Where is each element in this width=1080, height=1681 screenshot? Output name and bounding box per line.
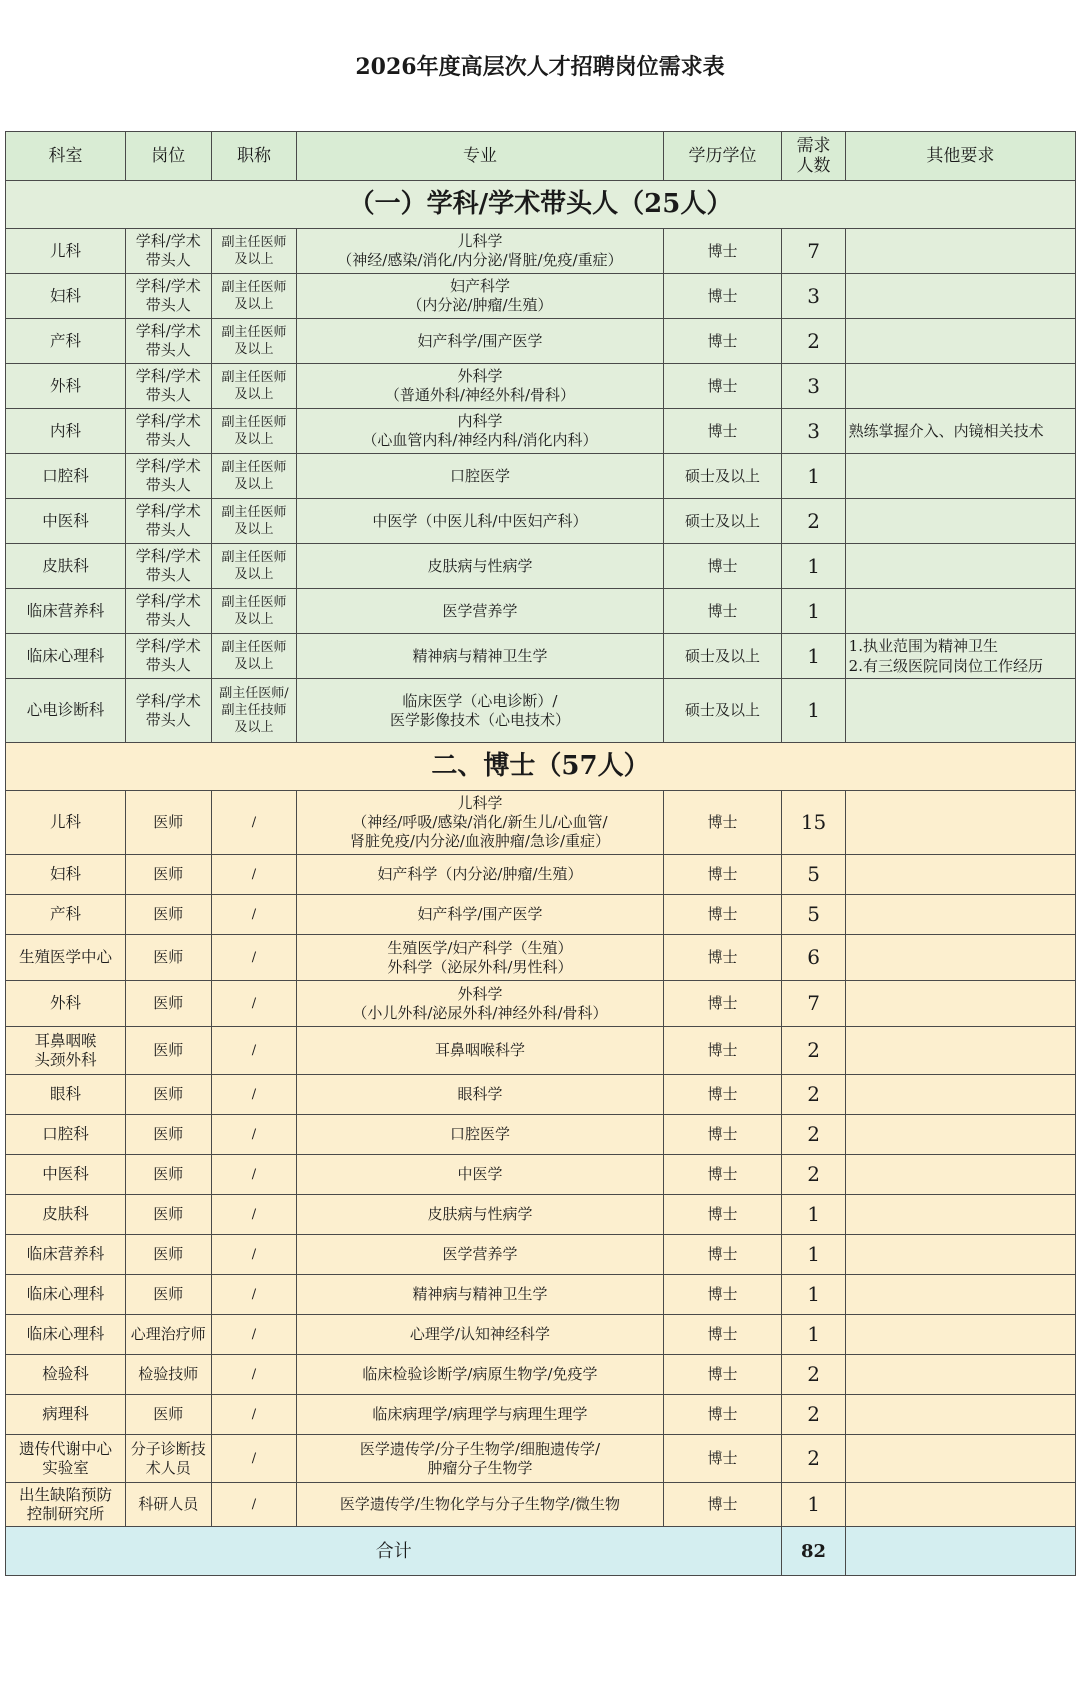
degree-cell: 博士 <box>663 229 782 274</box>
post-cell: 学科/学术 带头人 <box>125 634 211 679</box>
post-cell: 医师 <box>125 1027 211 1075</box>
header-dept: 科室 <box>6 132 126 181</box>
degree-cell: 博士 <box>663 319 782 364</box>
table-row <box>6 1195 1076 1235</box>
post-cell: 医师 <box>125 855 211 895</box>
count-cell: 15 <box>782 791 845 855</box>
section-title: （一）学科/学术带头人（25人） <box>6 181 1076 229</box>
post-cell: 医师 <box>125 791 211 855</box>
count-cell: 3 <box>782 364 845 409</box>
table-row <box>6 1275 1076 1315</box>
degree-cell: 博士 <box>663 1275 782 1315</box>
total-blank <box>845 1527 1075 1576</box>
rank-cell: / <box>211 1235 297 1275</box>
dept-cell: 临床营养科 <box>6 589 126 634</box>
table-row <box>6 679 1076 743</box>
degree-cell: 博士 <box>663 1395 782 1435</box>
table-row <box>6 544 1076 589</box>
recruitment-table <box>5 131 1076 1576</box>
post-cell: 医师 <box>125 1155 211 1195</box>
total-row <box>6 1527 1076 1576</box>
count-cell: 1 <box>782 679 845 743</box>
major-cell: 临床检验诊断学/病原生物学/免疫学 <box>297 1355 663 1395</box>
dept-cell: 外科 <box>6 364 126 409</box>
count-cell: 2 <box>782 1115 845 1155</box>
other-cell <box>845 1195 1075 1235</box>
post-cell: 医师 <box>125 1235 211 1275</box>
table-row <box>6 1483 1076 1527</box>
post-cell: 学科/学术 带头人 <box>125 544 211 589</box>
table-row <box>6 274 1076 319</box>
degree-cell: 博士 <box>663 855 782 895</box>
other-cell <box>845 679 1075 743</box>
major-cell: 外科学 （普通外科/神经外科/骨科） <box>297 364 663 409</box>
dept-cell: 检验科 <box>6 1355 126 1395</box>
total-label: 合计 <box>6 1527 782 1576</box>
dept-cell: 中医科 <box>6 1155 126 1195</box>
rank-cell: / <box>211 895 297 935</box>
post-cell: 医师 <box>125 1115 211 1155</box>
table-row <box>6 895 1076 935</box>
dept-cell: 产科 <box>6 319 126 364</box>
degree-cell: 博士 <box>663 1115 782 1155</box>
post-cell: 学科/学术 带头人 <box>125 454 211 499</box>
dept-cell: 生殖医学中心 <box>6 935 126 981</box>
other-cell <box>845 1115 1075 1155</box>
rank-cell: / <box>211 1027 297 1075</box>
degree-cell: 博士 <box>663 935 782 981</box>
post-cell: 检验技师 <box>125 1355 211 1395</box>
rank-cell: 副主任医师 及以上 <box>211 634 297 679</box>
rank-cell: 副主任医师 及以上 <box>211 499 297 544</box>
count-cell: 1 <box>782 1195 845 1235</box>
count-cell: 1 <box>782 634 845 679</box>
table-row <box>6 454 1076 499</box>
degree-cell: 博士 <box>663 1235 782 1275</box>
major-cell: 医学营养学 <box>297 1235 663 1275</box>
dept-cell: 临床营养科 <box>6 1235 126 1275</box>
major-cell: 医学遗传学/生物化学与分子生物学/微生物 <box>297 1483 663 1527</box>
section-1-title-row <box>6 181 1076 229</box>
header-degree: 学历学位 <box>663 132 782 181</box>
table-row <box>6 364 1076 409</box>
other-cell <box>845 1435 1075 1483</box>
rank-cell: 副主任医师 及以上 <box>211 229 297 274</box>
rank-cell: 副主任医师 及以上 <box>211 589 297 634</box>
post-cell: 学科/学术 带头人 <box>125 499 211 544</box>
other-cell <box>845 319 1075 364</box>
table-row <box>6 319 1076 364</box>
major-cell: 口腔医学 <box>297 454 663 499</box>
major-cell: 精神病与精神卫生学 <box>297 634 663 679</box>
other-cell <box>845 229 1075 274</box>
dept-cell: 出生缺陷预防 控制研究所 <box>6 1483 126 1527</box>
table-row <box>6 1235 1076 1275</box>
degree-cell: 博士 <box>663 1195 782 1235</box>
dept-cell: 临床心理科 <box>6 1275 126 1315</box>
degree-cell: 硕士及以上 <box>663 499 782 544</box>
post-cell: 医师 <box>125 935 211 981</box>
degree-cell: 博士 <box>663 1435 782 1483</box>
count-cell: 3 <box>782 274 845 319</box>
rank-cell: 副主任医师 及以上 <box>211 319 297 364</box>
other-cell <box>845 935 1075 981</box>
dept-cell: 儿科 <box>6 229 126 274</box>
count-cell: 2 <box>782 1027 845 1075</box>
dept-cell: 皮肤科 <box>6 1195 126 1235</box>
major-cell: 临床病理学/病理学与病理生理学 <box>297 1395 663 1435</box>
rank-cell: / <box>211 1115 297 1155</box>
other-cell <box>845 1483 1075 1527</box>
rank-cell: / <box>211 1075 297 1115</box>
other-cell <box>845 364 1075 409</box>
header-post: 岗位 <box>125 132 211 181</box>
section-2-title-row <box>6 743 1076 791</box>
degree-cell: 博士 <box>663 1355 782 1395</box>
rank-cell: 副主任医师 及以上 <box>211 454 297 499</box>
post-cell: 学科/学术 带头人 <box>125 409 211 454</box>
rank-cell: / <box>211 855 297 895</box>
table-row <box>6 589 1076 634</box>
rank-cell: / <box>211 1275 297 1315</box>
post-cell: 学科/学术 带头人 <box>125 319 211 364</box>
rank-cell: 副主任医师 及以上 <box>211 409 297 454</box>
post-cell: 分子诊断技 术人员 <box>125 1435 211 1483</box>
rank-cell: / <box>211 1355 297 1395</box>
dept-cell: 心电诊断科 <box>6 679 126 743</box>
table-row <box>6 1355 1076 1395</box>
count-cell: 1 <box>782 589 845 634</box>
count-cell: 2 <box>782 319 845 364</box>
degree-cell: 博士 <box>663 409 782 454</box>
degree-cell: 博士 <box>663 1315 782 1355</box>
rank-cell: / <box>211 1195 297 1235</box>
count-cell: 5 <box>782 855 845 895</box>
major-cell: 妇产科学/围产医学 <box>297 895 663 935</box>
post-cell: 医师 <box>125 1395 211 1435</box>
rank-cell: / <box>211 981 297 1027</box>
count-cell: 1 <box>782 1235 845 1275</box>
count-cell: 3 <box>782 409 845 454</box>
major-cell: 生殖医学/妇产科学（生殖） 外科学（泌尿外科/男性科） <box>297 935 663 981</box>
count-cell: 7 <box>782 981 845 1027</box>
other-cell <box>845 544 1075 589</box>
dept-cell: 临床心理科 <box>6 1315 126 1355</box>
rank-cell: 副主任医师 及以上 <box>211 544 297 589</box>
dept-cell: 皮肤科 <box>6 544 126 589</box>
rank-cell: / <box>211 1395 297 1435</box>
other-cell <box>845 1027 1075 1075</box>
table-row <box>6 981 1076 1027</box>
degree-cell: 博士 <box>663 1027 782 1075</box>
other-cell <box>845 1275 1075 1315</box>
table-row <box>6 1315 1076 1355</box>
other-cell <box>845 1075 1075 1115</box>
count-cell: 1 <box>782 1275 845 1315</box>
dept-cell: 妇科 <box>6 274 126 319</box>
degree-cell: 博士 <box>663 791 782 855</box>
dept-cell: 耳鼻咽喉 头颈外科 <box>6 1027 126 1075</box>
post-cell: 学科/学术 带头人 <box>125 589 211 634</box>
other-cell <box>845 274 1075 319</box>
dept-cell: 遗传代谢中心 实验室 <box>6 1435 126 1483</box>
table-row <box>6 1155 1076 1195</box>
rank-cell: / <box>211 1155 297 1195</box>
other-cell: 熟练掌握介入、内镜相关技术 <box>845 409 1075 454</box>
major-cell: 外科学 （小儿外科/泌尿外科/神经外科/骨科） <box>297 981 663 1027</box>
dept-cell: 产科 <box>6 895 126 935</box>
major-cell: 中医学（中医儿科/中医妇产科） <box>297 499 663 544</box>
count-cell: 2 <box>782 499 845 544</box>
other-cell <box>845 855 1075 895</box>
dept-cell: 口腔科 <box>6 1115 126 1155</box>
degree-cell: 博士 <box>663 981 782 1027</box>
degree-cell: 硕士及以上 <box>663 634 782 679</box>
rank-cell: / <box>211 1315 297 1355</box>
major-cell: 妇产科学/围产医学 <box>297 319 663 364</box>
degree-cell: 博士 <box>663 364 782 409</box>
count-cell: 1 <box>782 1483 845 1527</box>
post-cell: 医师 <box>125 1195 211 1235</box>
other-cell <box>845 1395 1075 1435</box>
major-cell: 皮肤病与性病学 <box>297 1195 663 1235</box>
rank-cell: / <box>211 935 297 981</box>
other-cell <box>845 895 1075 935</box>
major-cell: 内科学 （心血管内科/神经内科/消化内科） <box>297 409 663 454</box>
other-cell: 1.执业范围为精神卫生 2.有三级医院同岗位工作经历 <box>845 634 1075 679</box>
other-cell <box>845 499 1075 544</box>
count-cell: 2 <box>782 1395 845 1435</box>
dept-cell: 儿科 <box>6 791 126 855</box>
section-title: 二、博士（57人） <box>6 743 1076 791</box>
header-count: 需求 人数 <box>782 132 845 181</box>
count-cell: 2 <box>782 1355 845 1395</box>
major-cell: 儿科学 （神经/呼吸/感染/消化/新生儿/心血管/ 肾脏免疫/内分泌/血液肿瘤/急诊/重症） <box>297 791 663 855</box>
table-row <box>6 791 1076 855</box>
count-cell: 2 <box>782 1075 845 1115</box>
rank-cell: / <box>211 1435 297 1483</box>
degree-cell: 硕士及以上 <box>663 679 782 743</box>
table-row <box>6 229 1076 274</box>
header-other: 其他要求 <box>845 132 1075 181</box>
rank-cell: / <box>211 1483 297 1527</box>
post-cell: 科研人员 <box>125 1483 211 1527</box>
major-cell: 临床医学（心电诊断）/ 医学影像技术（心电技术） <box>297 679 663 743</box>
other-cell <box>845 981 1075 1027</box>
table-row <box>6 855 1076 895</box>
dept-cell: 中医科 <box>6 499 126 544</box>
header-row <box>6 132 1076 181</box>
other-cell <box>845 791 1075 855</box>
table-row <box>6 1115 1076 1155</box>
degree-cell: 博士 <box>663 1075 782 1115</box>
dept-cell: 外科 <box>6 981 126 1027</box>
major-cell: 口腔医学 <box>297 1115 663 1155</box>
table-row <box>6 499 1076 544</box>
other-cell <box>845 454 1075 499</box>
count-cell: 7 <box>782 229 845 274</box>
major-cell: 耳鼻咽喉科学 <box>297 1027 663 1075</box>
major-cell: 妇产科学 （内分泌/肿瘤/生殖） <box>297 274 663 319</box>
major-cell: 医学遗传学/分子生物学/细胞遗传学/ 肿瘤分子生物学 <box>297 1435 663 1483</box>
count-cell: 5 <box>782 895 845 935</box>
rank-cell: 副主任医师 及以上 <box>211 364 297 409</box>
major-cell: 中医学 <box>297 1155 663 1195</box>
other-cell <box>845 1155 1075 1195</box>
post-cell: 学科/学术 带头人 <box>125 679 211 743</box>
page-title: 2026年度高层次人才招聘岗位需求表 <box>355 54 725 80</box>
degree-cell: 硕士及以上 <box>663 454 782 499</box>
dept-cell: 临床心理科 <box>6 634 126 679</box>
header-major: 专业 <box>297 132 663 181</box>
degree-cell: 博士 <box>663 544 782 589</box>
dept-cell: 内科 <box>6 409 126 454</box>
major-cell: 心理学/认知神经科学 <box>297 1315 663 1355</box>
post-cell: 学科/学术 带头人 <box>125 229 211 274</box>
table-row <box>6 935 1076 981</box>
count-cell: 6 <box>782 935 845 981</box>
degree-cell: 博士 <box>663 895 782 935</box>
major-cell: 儿科学 （神经/感染/消化/内分泌/肾脏/免疫/重症） <box>297 229 663 274</box>
dept-cell: 口腔科 <box>6 454 126 499</box>
degree-cell: 博士 <box>663 1483 782 1527</box>
major-cell: 皮肤病与性病学 <box>297 544 663 589</box>
other-cell <box>845 1355 1075 1395</box>
table-row <box>6 1075 1076 1115</box>
major-cell: 精神病与精神卫生学 <box>297 1275 663 1315</box>
major-cell: 妇产科学（内分泌/肿瘤/生殖） <box>297 855 663 895</box>
dept-cell: 病理科 <box>6 1395 126 1435</box>
other-cell <box>845 589 1075 634</box>
major-cell: 医学营养学 <box>297 589 663 634</box>
post-cell: 心理治疗师 <box>125 1315 211 1355</box>
count-cell: 1 <box>782 1315 845 1355</box>
other-cell <box>845 1315 1075 1355</box>
post-cell: 医师 <box>125 1075 211 1115</box>
rank-cell: 副主任医师/ 副主任技师 及以上 <box>211 679 297 743</box>
table-row <box>6 409 1076 454</box>
count-cell: 1 <box>782 544 845 589</box>
header-rank: 职称 <box>211 132 297 181</box>
post-cell: 学科/学术 带头人 <box>125 364 211 409</box>
major-cell: 眼科学 <box>297 1075 663 1115</box>
other-cell <box>845 1235 1075 1275</box>
table-row <box>6 634 1076 679</box>
rank-cell: 副主任医师 及以上 <box>211 274 297 319</box>
post-cell: 医师 <box>125 895 211 935</box>
count-cell: 1 <box>782 454 845 499</box>
degree-cell: 博士 <box>663 1155 782 1195</box>
degree-cell: 博士 <box>663 589 782 634</box>
table-row <box>6 1027 1076 1075</box>
post-cell: 医师 <box>125 1275 211 1315</box>
count-cell: 2 <box>782 1435 845 1483</box>
post-cell: 学科/学术 带头人 <box>125 274 211 319</box>
post-cell: 医师 <box>125 981 211 1027</box>
count-cell: 2 <box>782 1155 845 1195</box>
dept-cell: 眼科 <box>6 1075 126 1115</box>
degree-cell: 博士 <box>663 274 782 319</box>
table-row <box>6 1435 1076 1483</box>
table-row <box>6 1395 1076 1435</box>
total-count: 82 <box>782 1527 845 1576</box>
rank-cell: / <box>211 791 297 855</box>
dept-cell: 妇科 <box>6 855 126 895</box>
